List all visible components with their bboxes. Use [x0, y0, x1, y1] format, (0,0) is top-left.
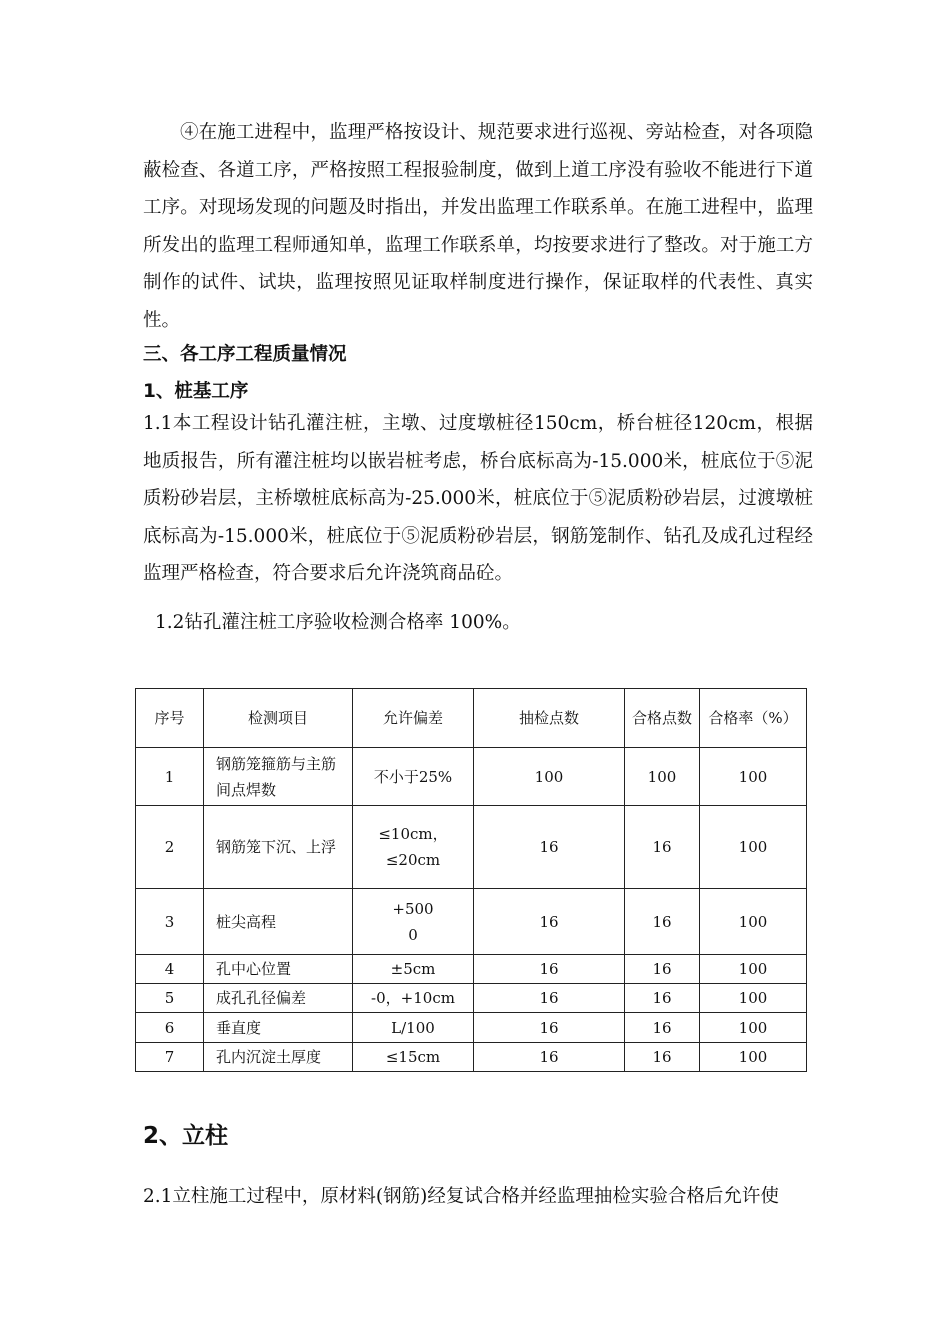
- row-no: 4: [136, 955, 204, 984]
- row-passed: 16: [625, 889, 700, 955]
- row-tolerance: [353, 806, 474, 889]
- table-row: [136, 955, 807, 984]
- subsection-heading-column: 2、立柱: [143, 1123, 229, 1149]
- row-passed: 16: [625, 984, 700, 1013]
- row-item: 孔中心位置: [204, 955, 353, 984]
- row-rate: 100: [700, 984, 807, 1013]
- row-item: 桩尖高程: [204, 889, 353, 955]
- column-description-paragraph: 2.1立柱施工过程中，原材料(钢筋)经复试合格并经监理抽检实验合格后允许使: [143, 1186, 779, 1207]
- row-no: 6: [136, 1013, 204, 1043]
- tolerance-line-1: ≤10cm，: [378, 825, 448, 843]
- pile-pass-rate-note: 1.2钻孔灌注桩工序验收检测合格率 100%。: [155, 612, 521, 633]
- pile-description-paragraph: 1.1本工程设计钻孔灌注桩，主墩、过度墩桩径150cm，桥台桩径120cm，根据地质报告，所有灌注桩均以嵌岩桩考虑，桥台底标高为-15.000米，桩底位于⑤泥质粉砂岩层，主桥墩桩底标高为-25.000米，桩底位于⑤泥质粉砂岩层，过渡墩桩底标高为-15.000米，桩底位于⑤泥质粉砂岩层，钢筋笼制作、钻孔及成孔过程经监理严格检查，符合要求后允许浇筑商品砼。: [143, 413, 813, 584]
- table-row: [136, 1043, 807, 1072]
- header-item: 检测项目: [204, 689, 353, 748]
- row-item: 垂直度: [204, 1013, 353, 1043]
- table-row: [136, 806, 807, 889]
- header-no: 序号: [136, 689, 204, 748]
- tolerance-line-2: ≤20cm: [385, 851, 441, 869]
- row-item: 钢筋笼箍筋与主筋间点焊数: [204, 748, 353, 806]
- row-item: 孔内沉淀土厚度: [204, 1043, 353, 1072]
- row-sampled: 16: [474, 955, 625, 984]
- tolerance-line-2: 0: [408, 925, 418, 944]
- header-sampled: 抽检点数: [474, 689, 625, 748]
- inspection-table: [135, 688, 807, 1072]
- row-item: 钢筋笼下沉、上浮: [204, 806, 353, 889]
- row-rate: 100: [700, 1043, 807, 1072]
- row-sampled: 100: [474, 748, 625, 806]
- header-tolerance: 允许偏差: [353, 689, 474, 748]
- row-sampled: 16: [474, 889, 625, 955]
- header-rate: 合格率（%）: [700, 689, 807, 748]
- table-row: [136, 1013, 807, 1043]
- row-tolerance: -0，+10cm: [353, 984, 474, 1013]
- row-rate: 100: [700, 748, 807, 806]
- row-no: 7: [136, 1043, 204, 1072]
- table-row: [136, 889, 807, 955]
- row-passed: 16: [625, 1043, 700, 1072]
- table-header-row: [136, 689, 807, 748]
- row-passed: 16: [625, 955, 700, 984]
- row-tolerance: ≤15cm: [353, 1043, 474, 1072]
- row-no: 3: [136, 889, 204, 955]
- row-no: 2: [136, 806, 204, 889]
- row-sampled: 16: [474, 1013, 625, 1043]
- row-passed: 100: [625, 748, 700, 806]
- row-sampled: 16: [474, 1043, 625, 1072]
- subsection-heading-pile: 1、桩基工序: [143, 381, 249, 402]
- section-heading: 三、各工序工程质量情况: [143, 344, 347, 365]
- row-passed: 16: [625, 1013, 700, 1043]
- intro-paragraph: ④在施工进程中，监理严格按设计、规范要求进行巡视、旁站检查，对各项隐蔽检查、各道工序，严格按照工程报验制度，做到上道工序没有验收不能进行下道工序。对现场发现的问题及时指出，并发出监理工作联系单。在施工进程中，监理所发出的监理工程师通知单，监理工作联系单，均按要求进行了整改。对于施工方制作的试件、试块，监理按照见证取样制度进行操作，保证取样的代表性、真实性。: [143, 122, 813, 331]
- row-rate: 100: [700, 889, 807, 955]
- row-tolerance: [353, 889, 474, 955]
- row-sampled: 16: [474, 806, 625, 889]
- row-tolerance: 不小于25%: [353, 748, 474, 806]
- row-tolerance: ±5cm: [353, 955, 474, 984]
- row-rate: 100: [700, 806, 807, 889]
- table-row: [136, 984, 807, 1013]
- row-sampled: 16: [474, 984, 625, 1013]
- row-passed: 16: [625, 806, 700, 889]
- row-rate: 100: [700, 1013, 807, 1043]
- row-tolerance: L/100: [353, 1013, 474, 1043]
- tolerance-line-1: +500: [392, 899, 434, 918]
- row-no: 5: [136, 984, 204, 1013]
- row-no: 1: [136, 748, 204, 806]
- header-passed: 合格点数: [625, 689, 700, 748]
- table-row: [136, 748, 807, 806]
- row-item: 成孔孔径偏差: [204, 984, 353, 1013]
- row-rate: 100: [700, 955, 807, 984]
